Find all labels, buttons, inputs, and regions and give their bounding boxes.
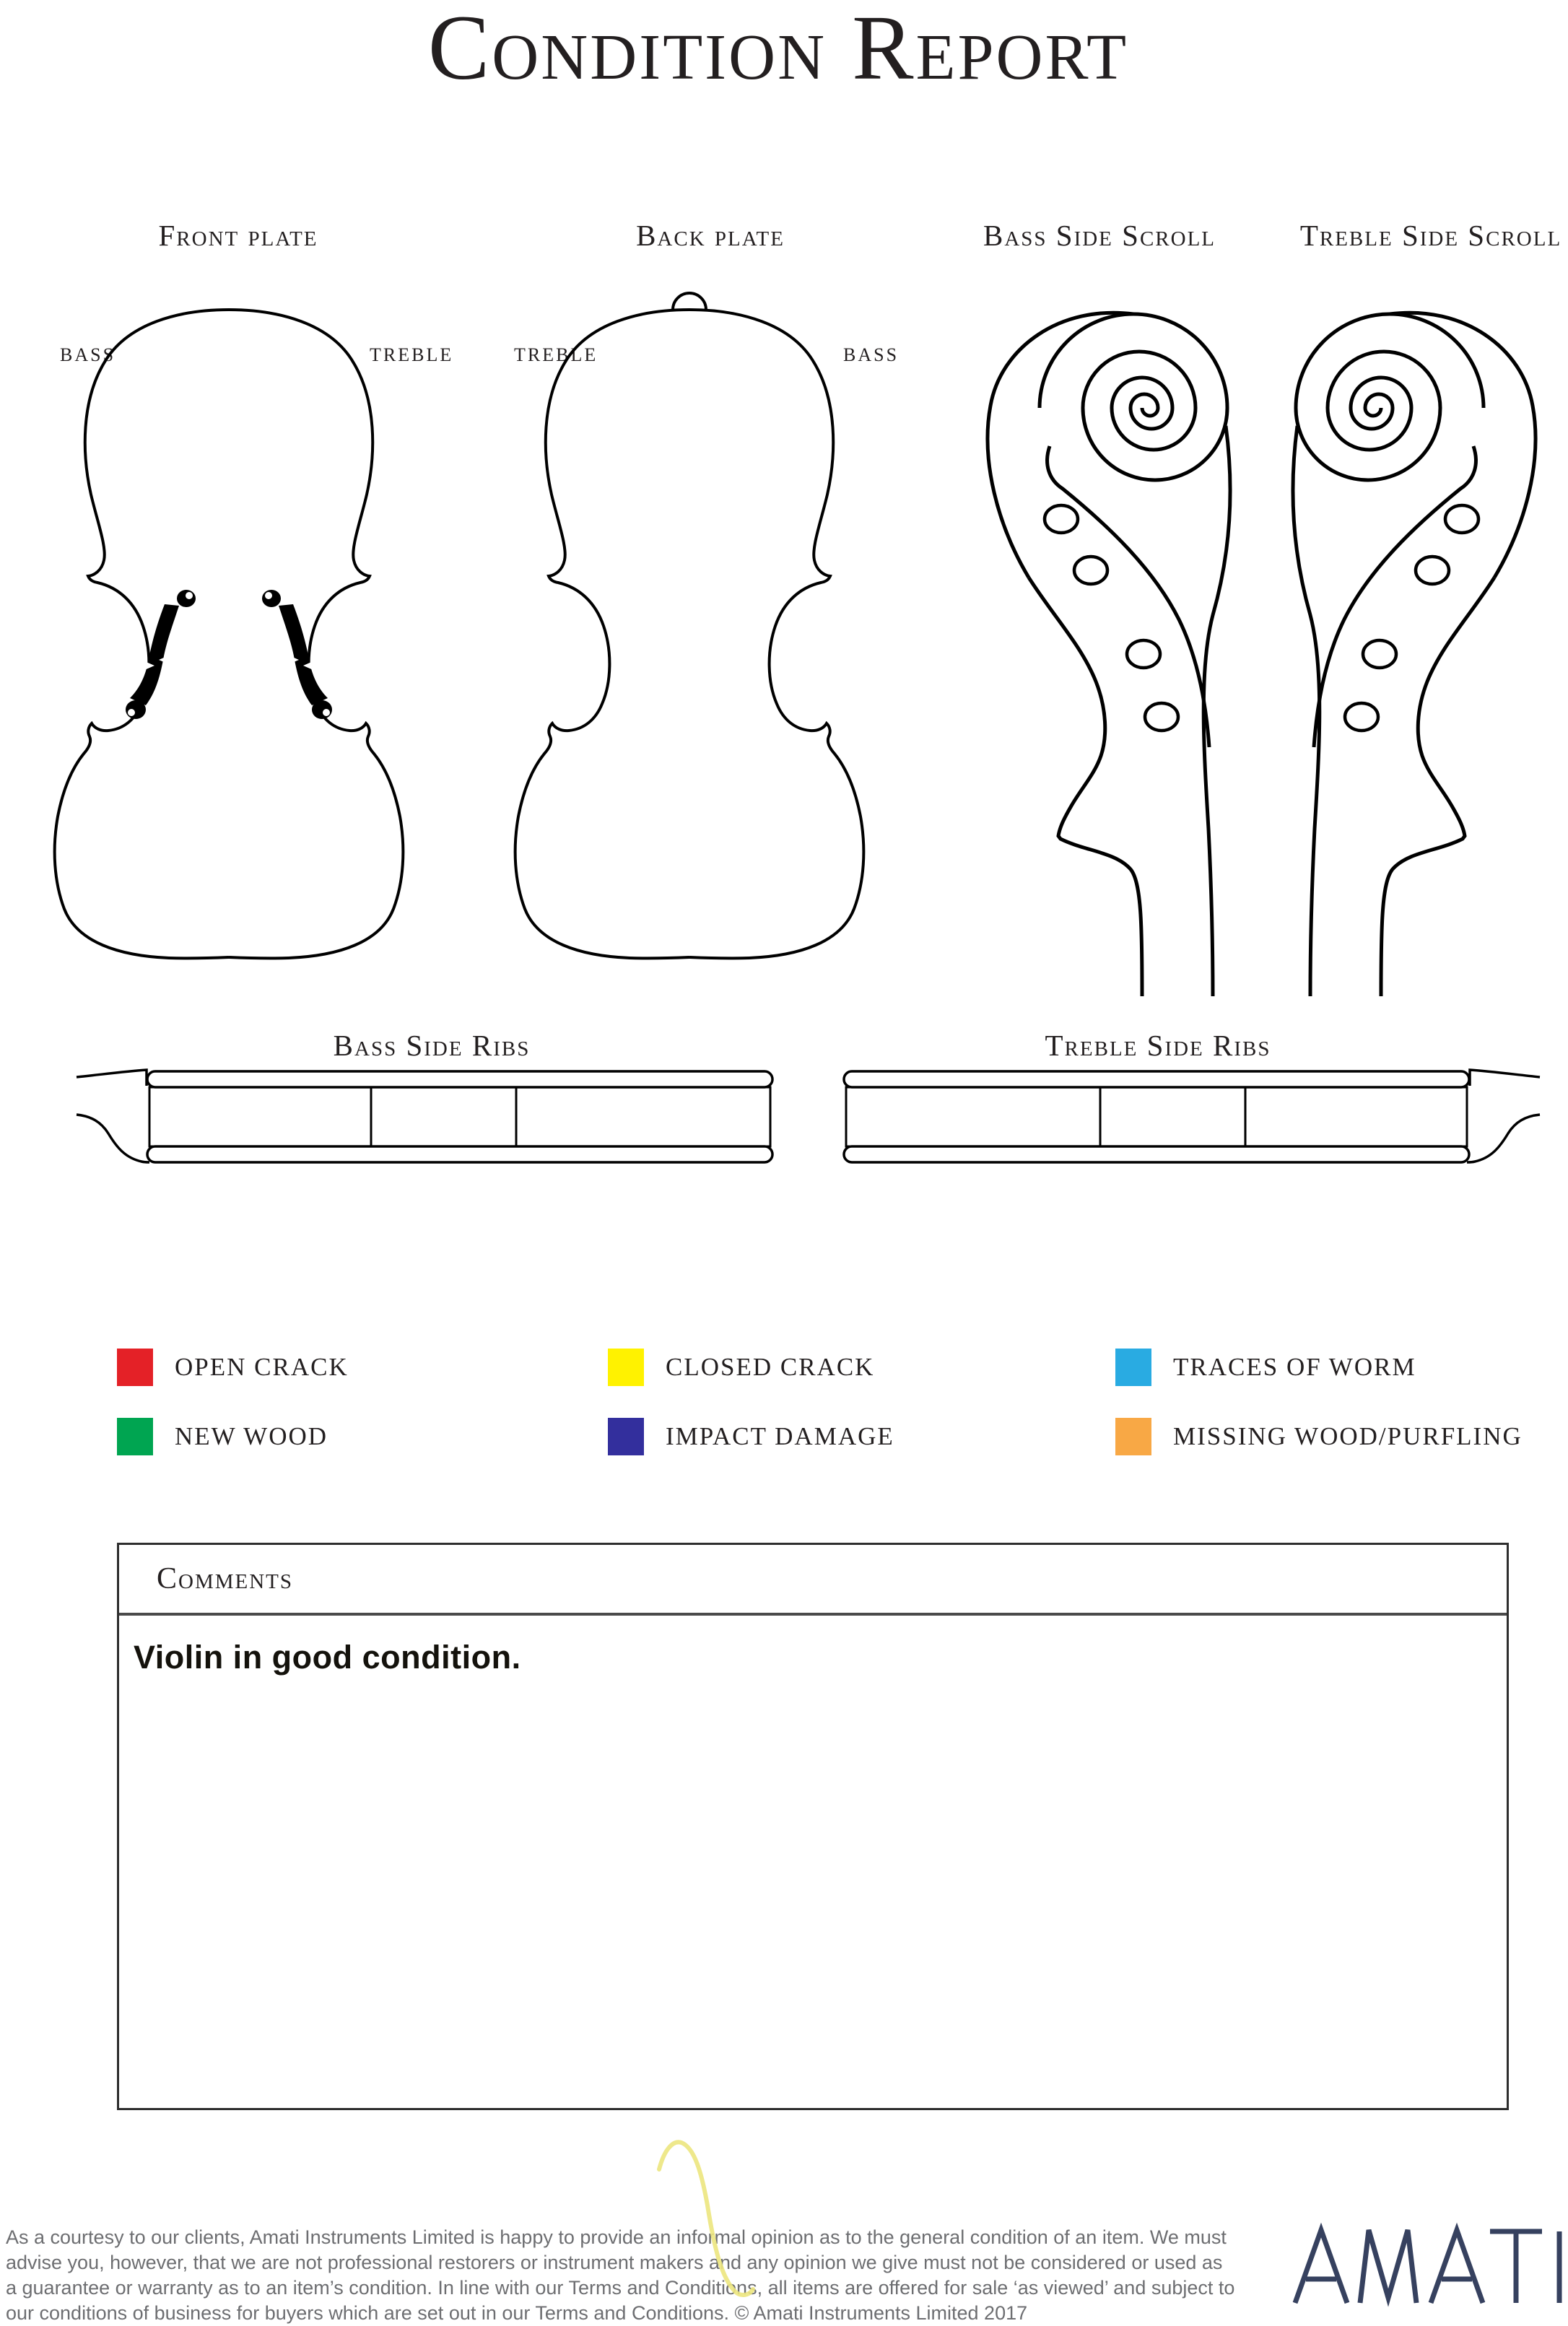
scroll-diagrams bbox=[960, 274, 1567, 996]
traces-of-worm-swatch bbox=[1115, 1349, 1151, 1386]
footer-line: a guarantee or warranty as to an item’s condition. In line with our Terms and Conditions, all items are offered for sale ‘as viewed’ and subject to bbox=[6, 2277, 1235, 2299]
comments-header-label: Comments bbox=[157, 1562, 294, 1595]
footer-line: advise you, however, that we are not professional restorers or instrument makers and any opinion we give must not be considered or used as bbox=[6, 2252, 1223, 2273]
treble-scroll-title: Treble Side Scroll bbox=[1299, 219, 1562, 252]
impact-damage-label: IMPACT DAMAGE bbox=[666, 1422, 894, 1450]
legend-item-open-crack bbox=[117, 1349, 349, 1386]
open-crack-swatch bbox=[117, 1349, 153, 1386]
amati-logo bbox=[1294, 2226, 1568, 2307]
comments-header bbox=[119, 1545, 1507, 1616]
footer-line: As a courtesy to our clients, Amati Instruments Limited is happy to provide an informal opinion as to the general condition of an item. We must bbox=[6, 2226, 1227, 2248]
bass-ribs-drawing bbox=[77, 1070, 772, 1162]
comments-box bbox=[117, 1543, 1509, 2110]
impact-damage-swatch bbox=[608, 1418, 644, 1455]
back-plate-treble-tag: TREBLE bbox=[514, 344, 598, 365]
back-plate-drawing bbox=[515, 293, 864, 958]
missing-wood-label: MISSING WOOD/PURFLING bbox=[1173, 1422, 1523, 1450]
bass-ribs-title: Bass Side Ribs bbox=[333, 1029, 531, 1062]
back-plate-title: Back plate bbox=[636, 219, 785, 252]
traces-of-worm-label: TRACES OF WORM bbox=[1173, 1353, 1416, 1381]
treble-ribs-title: Treble Side Ribs bbox=[1045, 1029, 1271, 1062]
amati-logo-letters bbox=[1294, 2226, 1568, 2307]
page-title: Condition Report bbox=[427, 0, 1129, 99]
violin-plates-diagram bbox=[45, 292, 876, 973]
back-plate-bass-tag: BASS bbox=[843, 344, 900, 365]
ribs-diagrams bbox=[75, 1067, 1541, 1164]
front-plate-drawing bbox=[55, 310, 404, 958]
legend-item-closed-crack bbox=[608, 1349, 874, 1386]
closed-crack-label: CLOSED CRACK bbox=[666, 1353, 875, 1381]
legend-item-new-wood bbox=[117, 1418, 328, 1455]
front-plate-treble-tag: TREBLE bbox=[370, 344, 454, 365]
front-plate-title: Front plate bbox=[158, 219, 318, 252]
legend-item-impact-damage bbox=[608, 1418, 894, 1455]
legend-item-traces-of-worm bbox=[1115, 1349, 1416, 1386]
new-wood-label: NEW WOOD bbox=[175, 1422, 328, 1450]
bass-scroll-title: Bass Side Scroll bbox=[983, 219, 1216, 252]
footer-line: our conditions of business for buyers which are set out in our Terms and Conditions. © Amati Instruments Limited 2017 bbox=[6, 2302, 1028, 2324]
back-plate-button bbox=[673, 293, 706, 310]
missing-wood-swatch bbox=[1115, 1418, 1151, 1455]
comments-text: Violin in good condition. bbox=[134, 1639, 521, 1676]
front-plate-bass-tag: BASS bbox=[60, 344, 116, 365]
new-wood-swatch bbox=[117, 1418, 153, 1455]
treble-scroll-drawing bbox=[1293, 313, 1536, 996]
legend-item-missing-wood bbox=[1115, 1418, 1523, 1455]
closed-crack-swatch bbox=[608, 1349, 644, 1386]
bass-scroll-drawing bbox=[988, 313, 1230, 996]
treble-ribs-drawing bbox=[844, 1070, 1540, 1162]
open-crack-label: OPEN CRACK bbox=[175, 1353, 349, 1381]
